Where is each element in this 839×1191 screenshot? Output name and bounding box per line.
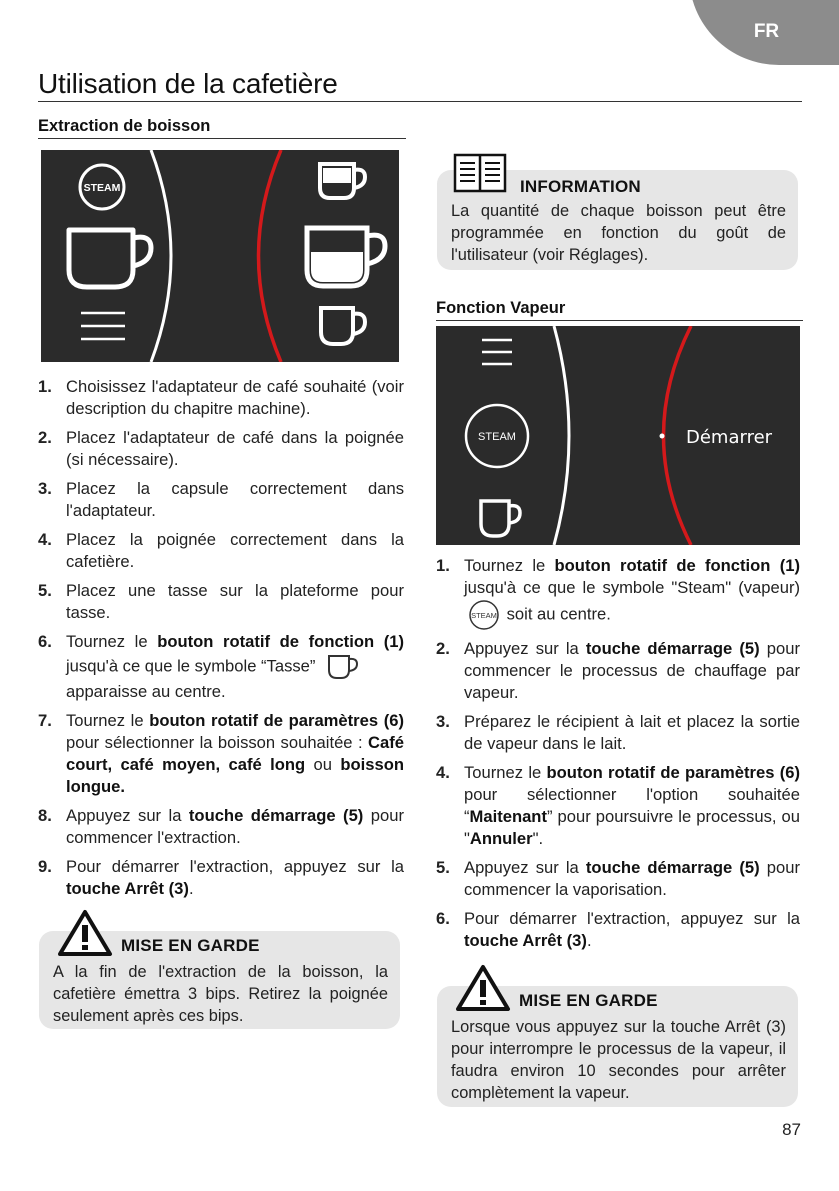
section-divider <box>436 320 803 321</box>
list-item: 5. Placez une tasse sur la plateforme pour tasse. <box>38 581 404 622</box>
extraction-steps-list <box>38 376 404 907</box>
small-cup-icon <box>320 164 365 198</box>
cup-icon <box>481 501 520 536</box>
list-item: 3. Placez la capsule correctement dans l'adaptateur. <box>38 479 404 520</box>
steam-icon <box>80 165 124 209</box>
espresso-cup-icon <box>321 308 365 344</box>
list-item: 1. Tournez le bouton rotatif de fonction (1) jusqu'à ce que le symbole "Steam" (vapeur) STEAM soit au centre. <box>436 555 800 631</box>
section-title-steam: Fonction Vapeur <box>436 299 566 317</box>
steam-icon <box>466 405 528 467</box>
information-text: La quantité de chaque boisson peut être programmée en fonction du goût de l'utilisateur (voir Réglages). <box>451 202 786 264</box>
drink-selection-panel <box>41 150 399 362</box>
warning-heading: MISE EN GARDE <box>121 936 260 955</box>
list-item: 6. Tournez le bouton rotatif de fonction (1) jusqu'à ce que le symbole “Tasse” apparaisse au centre. <box>38 632 404 701</box>
section-divider <box>38 138 406 139</box>
dial-arc-white <box>554 326 569 545</box>
warning-icon <box>455 964 511 1012</box>
warning-icon <box>57 909 113 957</box>
dial-arc-white <box>151 150 171 362</box>
svg-text:STEAM: STEAM <box>471 611 497 620</box>
list-item: 5. Appuyez sur la touche démarrage (5) pour commencer la vaporisation. <box>436 858 801 899</box>
warning-heading: MISE EN GARDE <box>519 991 658 1010</box>
steam-icon <box>467 599 501 631</box>
title-divider <box>38 101 802 102</box>
information-box <box>437 170 798 270</box>
svg-text:STEAM: STEAM <box>83 182 121 194</box>
page-title: Utilisation de la cafetière <box>38 68 338 99</box>
section-title-extraction: Extraction de boisson <box>38 117 211 135</box>
list-item: 4. Tournez le bouton rotatif de paramètres (6) pour sélectionner l'option souhaitée “Maitenant” pour poursuivre le processus, ou "Annuler". <box>436 763 801 848</box>
start-label: Démarrer <box>686 427 773 448</box>
menu-icon <box>482 340 512 364</box>
list-item: 1. Choisissez l'adaptateur de café souhaité (voir description du chapitre machine). <box>38 377 404 418</box>
language-tab <box>689 0 839 65</box>
warning-text: A la fin de l'extraction de la boisson, la cafetière émettra 3 bips. Retirez la poignée seulement après ces bips. <box>53 963 388 1025</box>
medium-cup-icon <box>307 228 385 286</box>
language-label: FR <box>753 21 780 42</box>
svg-text:STEAM: STEAM <box>478 431 516 443</box>
list-item: 6. Pour démarrer l'extraction, appuyez sur la touche Arrêt (3). <box>436 909 800 950</box>
page-number: 87 <box>782 1120 801 1139</box>
warning-box-right <box>437 986 798 1107</box>
list-item: 3. Préparez le récipient à lait et placez la sortie de vapeur dans le lait. <box>436 712 800 753</box>
list-item: 2. Placez l'adaptateur de café dans la poignée (si nécessaire). <box>38 428 404 469</box>
list-item: 2. Appuyez sur la touche démarrage (5) pour commencer le processus de chauffage par vapeur. <box>436 639 801 702</box>
list-item: 7. Tournez le bouton rotatif de paramètres (6) pour sélectionner la boisson souhaitée : Café court, café moyen, café long ou boisson longue. <box>38 711 404 796</box>
dial-arc-red <box>259 150 282 362</box>
list-item: 8. Appuyez sur la touche démarrage (5) pour commencer l'extraction. <box>38 806 405 847</box>
menu-icon <box>81 313 125 339</box>
warning-text: Lorsque vous appuyez sur la touche Arrêt (3) pour interrompre le processus de la vapeur, il faudra environ 10 secondes pour arrêter complètement la vapeur. <box>451 1018 786 1102</box>
warning-box-left <box>39 931 400 1029</box>
steam-function-panel <box>436 326 800 545</box>
steam-steps-list <box>436 555 800 959</box>
list-item: 4. Placez la poignée correctement dans la cafetière. <box>38 530 404 571</box>
large-cup-icon <box>69 230 151 287</box>
book-icon <box>453 152 507 194</box>
cup-icon <box>326 653 360 681</box>
list-item: 9. Pour démarrer l'extraction, appuyez sur la touche Arrêt (3). <box>38 857 404 898</box>
dial-indicator-dot <box>660 434 665 439</box>
information-heading: INFORMATION <box>520 177 641 196</box>
